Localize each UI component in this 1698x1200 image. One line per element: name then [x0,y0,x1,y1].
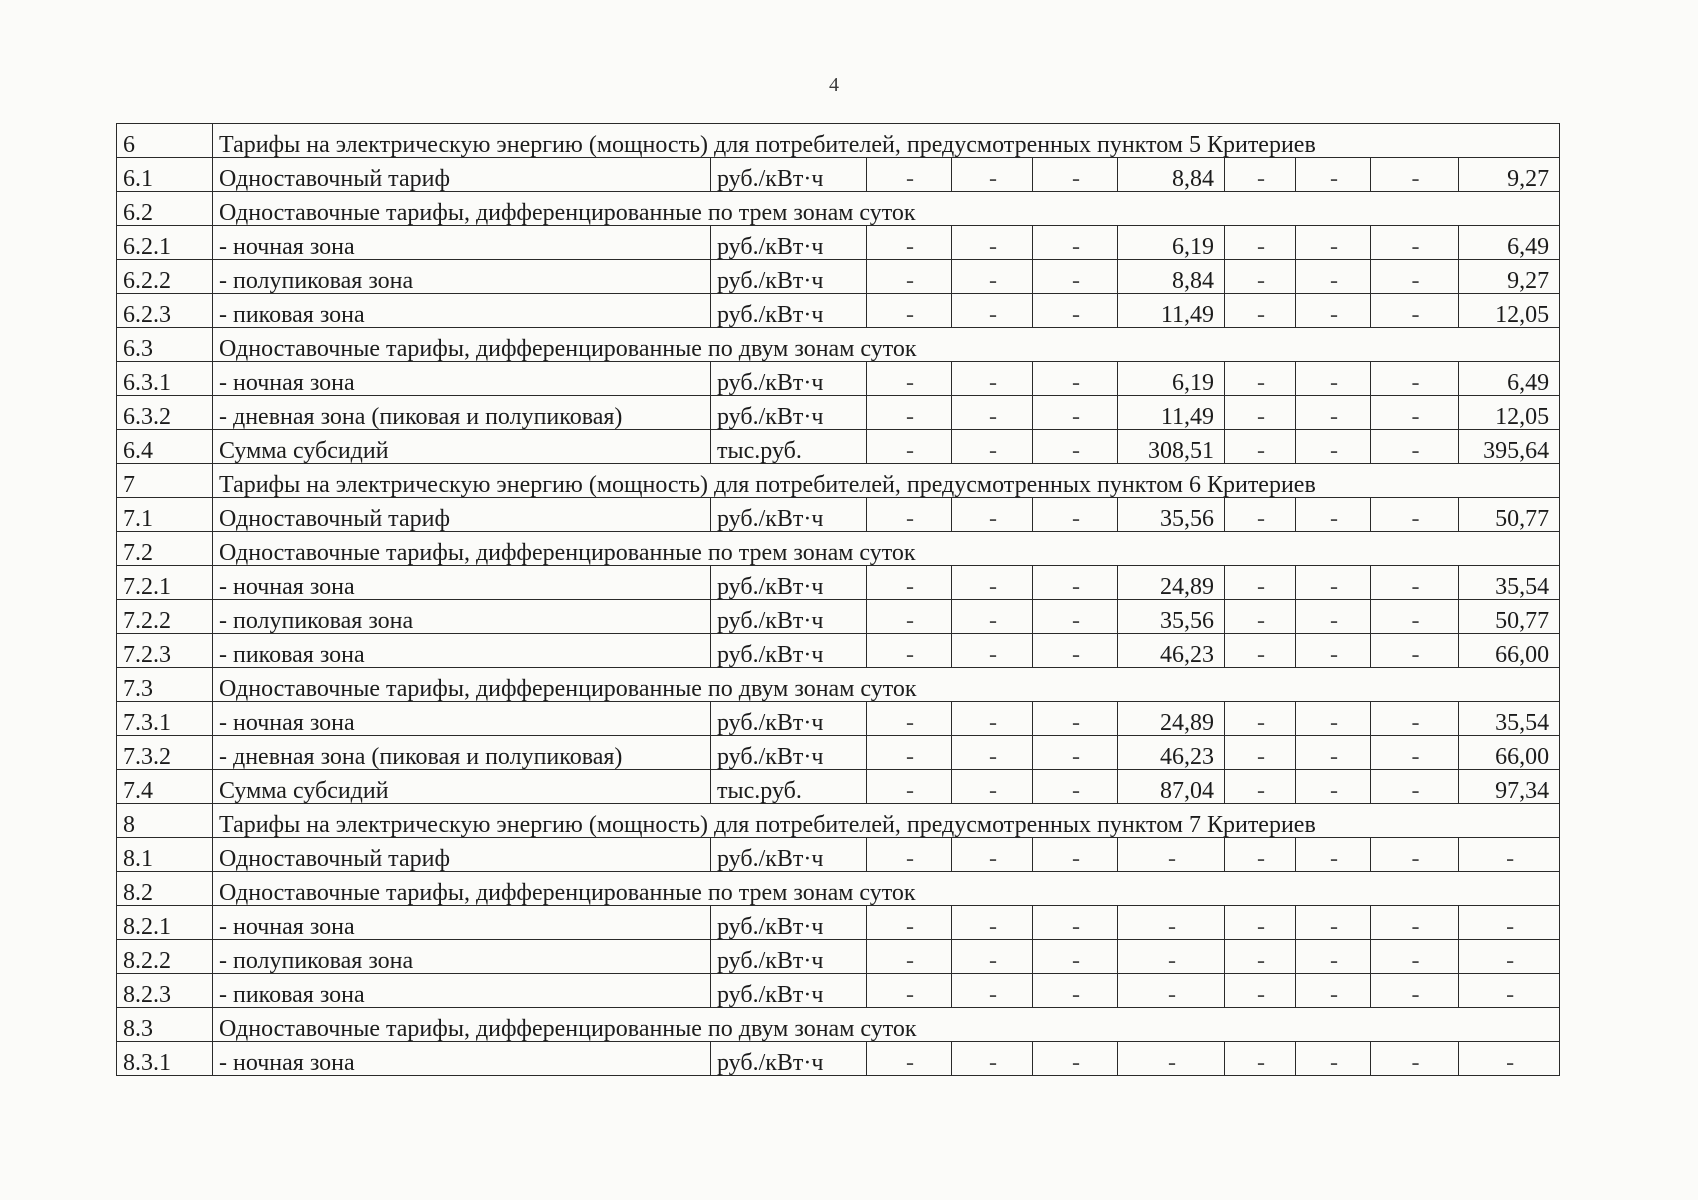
value-cell: - [952,600,1033,634]
value-cell: - [1296,838,1371,872]
unit-cell: руб./кВт·ч [711,294,867,328]
section-title-cell: Одноставочные тарифы, дифференцированные по двум зонам суток [213,328,1560,362]
section-title-cell: Тарифы на электрическую энергию (мощность) для потребителей, предусмотренных пунктом 5 Критериев [213,124,1560,158]
section-row [117,1008,1560,1042]
value-cell: - [1118,974,1225,1008]
value-cell: - [1459,1042,1560,1076]
row-number-cell: 8.2 [117,872,213,906]
value-cell: - [1033,838,1118,872]
value-cell: - [1371,226,1459,260]
value-cell: - [1459,838,1560,872]
section-title-cell: Тарифы на электрическую энергию (мощность) для потребителей, предусмотренных пунктом 6 Критериев [213,464,1560,498]
table-row [117,226,1560,260]
table-row [117,634,1560,668]
value-cell: - [1225,906,1296,940]
table-row [117,838,1560,872]
value-cell: 35,54 [1459,566,1560,600]
value-cell: - [1371,294,1459,328]
value-cell: - [1033,940,1118,974]
value-cell: - [1225,260,1296,294]
value-cell: - [952,736,1033,770]
indicator-name-cell: - ночная зона [213,362,711,396]
value-cell: - [952,430,1033,464]
value-cell: - [1296,974,1371,1008]
unit-cell: руб./кВт·ч [711,940,867,974]
value-cell: - [1459,974,1560,1008]
value-cell: - [952,396,1033,430]
value-cell: - [1033,736,1118,770]
table-row [117,396,1560,430]
value-cell: 8,84 [1118,158,1225,192]
value-cell: - [1296,736,1371,770]
value-cell: - [867,226,952,260]
unit-cell: руб./кВт·ч [711,362,867,396]
page-number: 4 [829,74,839,96]
value-cell: - [1225,294,1296,328]
value-cell: - [1296,498,1371,532]
value-cell: - [1225,498,1296,532]
table-row [117,430,1560,464]
value-cell: 46,23 [1118,736,1225,770]
value-cell: - [867,260,952,294]
indicator-name-cell: Одноставочный тариф [213,838,711,872]
value-cell: - [867,566,952,600]
value-cell: - [867,770,952,804]
value-cell: - [1225,838,1296,872]
section-title-cell: Одноставочные тарифы, дифференцированные по трем зонам суток [213,532,1560,566]
value-cell: - [867,974,952,1008]
value-cell: 50,77 [1459,498,1560,532]
value-cell: - [1225,362,1296,396]
value-cell: 87,04 [1118,770,1225,804]
row-number-cell: 6.2 [117,192,213,226]
value-cell: - [1033,294,1118,328]
row-number-cell: 6 [117,124,213,158]
value-cell: - [1033,396,1118,430]
value-cell: - [952,260,1033,294]
value-cell: - [1371,940,1459,974]
tariff-table-container [116,123,1560,1076]
row-number-cell: 7.3.1 [117,702,213,736]
unit-cell: руб./кВт·ч [711,838,867,872]
indicator-name-cell: - ночная зона [213,906,711,940]
value-cell: - [1033,906,1118,940]
unit-cell: руб./кВт·ч [711,702,867,736]
value-cell: - [1296,430,1371,464]
value-cell: 9,27 [1459,158,1560,192]
value-cell: - [1225,566,1296,600]
value-cell: - [1225,736,1296,770]
value-cell: - [1118,906,1225,940]
value-cell: - [1296,940,1371,974]
value-cell: 11,49 [1118,396,1225,430]
value-cell: 8,84 [1118,260,1225,294]
indicator-name-cell: Одноставочный тариф [213,498,711,532]
section-row [117,872,1560,906]
value-cell: 12,05 [1459,396,1560,430]
value-cell: - [1296,260,1371,294]
unit-cell: руб./кВт·ч [711,1042,867,1076]
unit-cell: руб./кВт·ч [711,396,867,430]
value-cell: - [1371,1042,1459,1076]
value-cell: - [867,634,952,668]
value-cell: - [952,838,1033,872]
value-cell: - [1033,600,1118,634]
value-cell: - [952,226,1033,260]
unit-cell: руб./кВт·ч [711,260,867,294]
value-cell: - [1033,260,1118,294]
unit-cell: руб./кВт·ч [711,634,867,668]
value-cell: - [952,362,1033,396]
value-cell: - [1225,702,1296,736]
value-cell: 6,19 [1118,362,1225,396]
value-cell: - [1371,906,1459,940]
value-cell: - [1225,634,1296,668]
value-cell: - [952,498,1033,532]
value-cell: - [867,1042,952,1076]
value-cell: - [1225,158,1296,192]
value-cell: - [1371,158,1459,192]
value-cell: - [952,702,1033,736]
value-cell: 66,00 [1459,736,1560,770]
row-number-cell: 7.2.1 [117,566,213,600]
row-number-cell: 6.3 [117,328,213,362]
value-cell: - [1371,770,1459,804]
section-row [117,668,1560,702]
value-cell: - [1118,1042,1225,1076]
section-title-cell: Одноставочные тарифы, дифференцированные по двум зонам суток [213,1008,1560,1042]
value-cell: - [1296,702,1371,736]
value-cell: 66,00 [1459,634,1560,668]
value-cell: 12,05 [1459,294,1560,328]
value-cell: - [867,158,952,192]
value-cell: - [1033,362,1118,396]
value-cell: - [1371,498,1459,532]
value-cell: - [952,940,1033,974]
indicator-name-cell: - ночная зона [213,226,711,260]
value-cell: - [952,906,1033,940]
indicator-name-cell: - пиковая зона [213,974,711,1008]
unit-cell: руб./кВт·ч [711,498,867,532]
table-row [117,260,1560,294]
unit-cell: руб./кВт·ч [711,974,867,1008]
indicator-name-cell: - дневная зона (пиковая и полупиковая) [213,736,711,770]
table-row [117,906,1560,940]
row-number-cell: 8.2.3 [117,974,213,1008]
indicator-name-cell: - ночная зона [213,1042,711,1076]
value-cell: - [1033,770,1118,804]
row-number-cell: 7 [117,464,213,498]
row-number-cell: 7.2.3 [117,634,213,668]
row-number-cell: 6.1 [117,158,213,192]
unit-cell: руб./кВт·ч [711,906,867,940]
row-number-cell: 8 [117,804,213,838]
value-cell: - [1296,158,1371,192]
table-row [117,974,1560,1008]
row-number-cell: 7.4 [117,770,213,804]
table-row [117,498,1560,532]
value-cell: - [1225,430,1296,464]
value-cell: - [1033,430,1118,464]
value-cell: - [1371,736,1459,770]
value-cell: - [1118,940,1225,974]
row-number-cell: 8.2.1 [117,906,213,940]
value-cell: - [867,940,952,974]
value-cell: - [1225,770,1296,804]
table-row [117,294,1560,328]
value-cell: - [1371,634,1459,668]
value-cell: 6,49 [1459,362,1560,396]
value-cell: - [1371,396,1459,430]
value-cell: 24,89 [1118,702,1225,736]
table-row [117,158,1560,192]
indicator-name-cell: Одноставочный тариф [213,158,711,192]
row-number-cell: 7.2.2 [117,600,213,634]
unit-cell: руб./кВт·ч [711,600,867,634]
unit-cell: руб./кВт·ч [711,736,867,770]
value-cell: - [1296,600,1371,634]
value-cell: 6,19 [1118,226,1225,260]
value-cell: - [1033,158,1118,192]
value-cell: - [952,1042,1033,1076]
row-number-cell: 7.2 [117,532,213,566]
indicator-name-cell: - ночная зона [213,566,711,600]
value-cell: - [1225,940,1296,974]
table-row [117,940,1560,974]
row-number-cell: 8.1 [117,838,213,872]
table-row [117,770,1560,804]
value-cell: - [952,294,1033,328]
section-row [117,804,1560,838]
value-cell: 11,49 [1118,294,1225,328]
indicator-name-cell: - полупиковая зона [213,600,711,634]
table-row [117,566,1560,600]
value-cell: 50,77 [1459,600,1560,634]
value-cell: - [1033,226,1118,260]
value-cell: - [1296,634,1371,668]
row-number-cell: 7.1 [117,498,213,532]
section-title-cell: Одноставочные тарифы, дифференцированные по двум зонам суток [213,668,1560,702]
section-row [117,124,1560,158]
value-cell: - [1296,1042,1371,1076]
value-cell: - [1118,838,1225,872]
value-cell: 35,56 [1118,498,1225,532]
value-cell: 395,64 [1459,430,1560,464]
table-row [117,362,1560,396]
value-cell: - [952,770,1033,804]
value-cell: - [952,974,1033,1008]
value-cell: - [867,498,952,532]
row-number-cell: 8.2.2 [117,940,213,974]
indicator-name-cell: Сумма субсидий [213,430,711,464]
indicator-name-cell: - ночная зона [213,702,711,736]
unit-cell: руб./кВт·ч [711,158,867,192]
table-row [117,702,1560,736]
section-title-cell: Одноставочные тарифы, дифференцированные по трем зонам суток [213,192,1560,226]
value-cell: - [1371,838,1459,872]
value-cell: 9,27 [1459,260,1560,294]
row-number-cell: 6.4 [117,430,213,464]
section-row [117,328,1560,362]
value-cell: - [867,702,952,736]
indicator-name-cell: - полупиковая зона [213,260,711,294]
value-cell: - [1296,226,1371,260]
value-cell: - [1371,974,1459,1008]
value-cell: - [1459,906,1560,940]
indicator-name-cell: - пиковая зона [213,634,711,668]
unit-cell: тыс.руб. [711,770,867,804]
value-cell: - [952,634,1033,668]
value-cell: - [1296,906,1371,940]
row-number-cell: 6.3.2 [117,396,213,430]
value-cell: - [1371,600,1459,634]
value-cell: 35,56 [1118,600,1225,634]
value-cell: - [867,838,952,872]
section-row [117,192,1560,226]
unit-cell: руб./кВт·ч [711,226,867,260]
value-cell: 6,49 [1459,226,1560,260]
value-cell: - [1225,396,1296,430]
value-cell: 46,23 [1118,634,1225,668]
row-number-cell: 8.3.1 [117,1042,213,1076]
value-cell: - [1033,634,1118,668]
value-cell: - [1296,770,1371,804]
unit-cell: тыс.руб. [711,430,867,464]
value-cell: - [867,362,952,396]
value-cell: - [867,906,952,940]
section-row [117,464,1560,498]
value-cell: - [952,158,1033,192]
value-cell: - [1225,226,1296,260]
value-cell: - [1296,294,1371,328]
value-cell: - [1033,498,1118,532]
value-cell: 97,34 [1459,770,1560,804]
value-cell: - [1033,702,1118,736]
table-body [117,124,1560,1076]
indicator-name-cell: - дневная зона (пиковая и полупиковая) [213,396,711,430]
value-cell: 24,89 [1118,566,1225,600]
value-cell: - [1371,362,1459,396]
value-cell: - [1033,1042,1118,1076]
value-cell: - [1371,260,1459,294]
value-cell: - [1296,396,1371,430]
value-cell: - [1371,430,1459,464]
section-row [117,532,1560,566]
indicator-name-cell: Сумма субсидий [213,770,711,804]
value-cell: - [867,430,952,464]
unit-cell: руб./кВт·ч [711,566,867,600]
indicator-name-cell: - пиковая зона [213,294,711,328]
indicator-name-cell: - полупиковая зона [213,940,711,974]
row-number-cell: 7.3.2 [117,736,213,770]
row-number-cell: 7.3 [117,668,213,702]
value-cell: - [1371,566,1459,600]
value-cell: - [1033,566,1118,600]
value-cell: - [1371,702,1459,736]
value-cell: - [952,566,1033,600]
section-title-cell: Одноставочные тарифы, дифференцированные по трем зонам суток [213,872,1560,906]
value-cell: - [867,294,952,328]
tariff-table [116,123,1560,1076]
value-cell: - [1296,566,1371,600]
row-number-cell: 8.3 [117,1008,213,1042]
section-title-cell: Тарифы на электрическую энергию (мощность) для потребителей, предусмотренных пунктом 7 Критериев [213,804,1560,838]
value-cell: - [867,396,952,430]
row-number-cell: 6.2.2 [117,260,213,294]
value-cell: - [1033,974,1118,1008]
table-row [117,1042,1560,1076]
row-number-cell: 6.2.1 [117,226,213,260]
value-cell: - [1459,940,1560,974]
row-number-cell: 6.2.3 [117,294,213,328]
table-row [117,736,1560,770]
value-cell: - [1225,600,1296,634]
value-cell: 308,51 [1118,430,1225,464]
value-cell: - [1225,974,1296,1008]
value-cell: - [867,736,952,770]
table-row [117,600,1560,634]
value-cell: - [1225,1042,1296,1076]
value-cell: - [1296,362,1371,396]
value-cell: 35,54 [1459,702,1560,736]
row-number-cell: 6.3.1 [117,362,213,396]
value-cell: - [867,600,952,634]
